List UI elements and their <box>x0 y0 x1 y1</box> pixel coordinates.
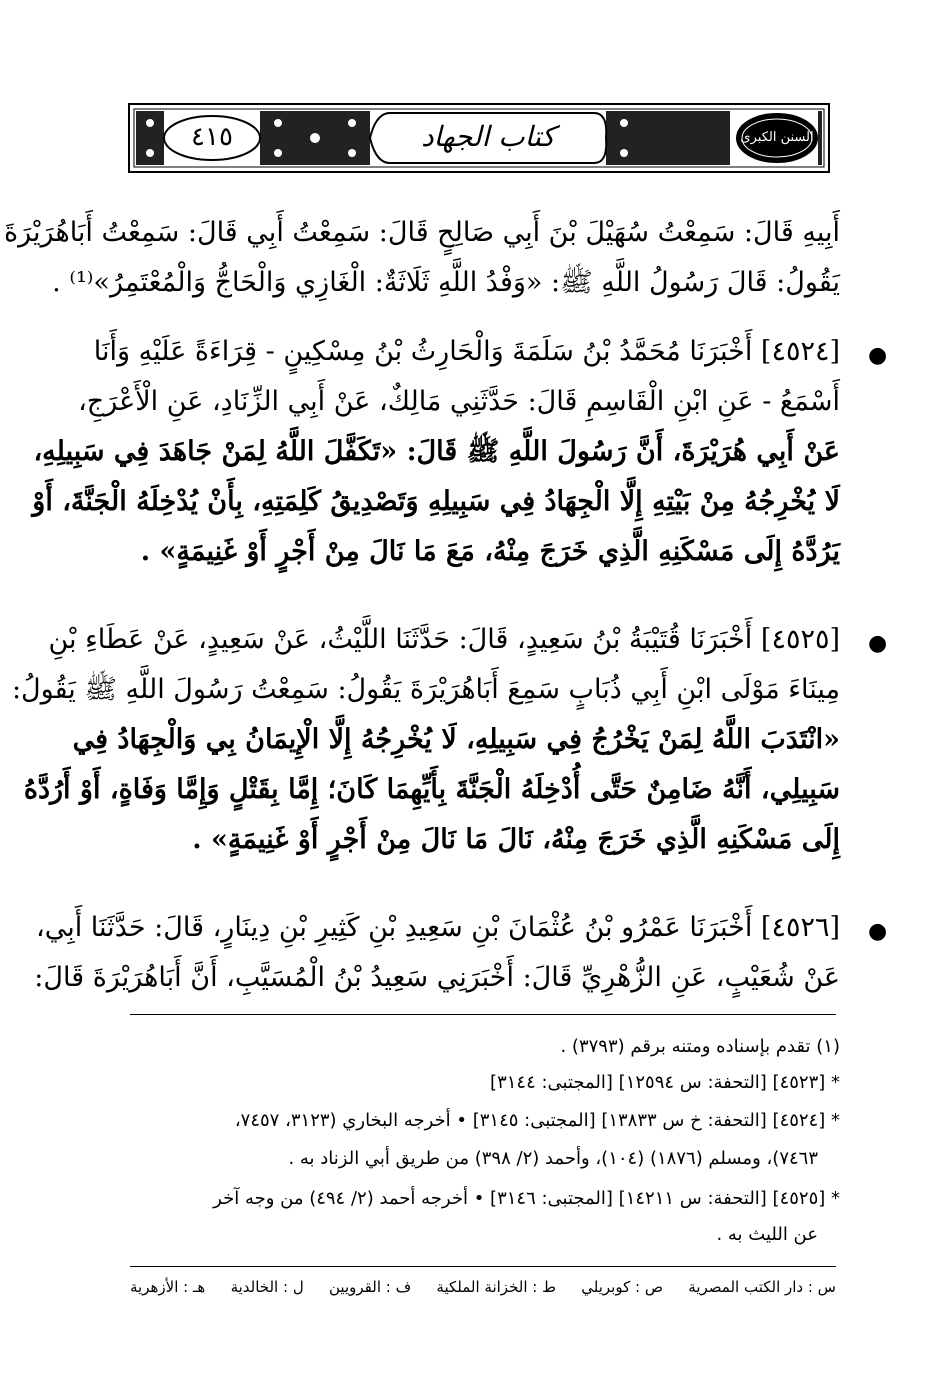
logo-text: السنن الكبرى <box>740 130 814 145</box>
bullet-icon: ● <box>868 919 888 944</box>
footnote: * [٤٥٢٥] [التحفة: س ١٤٢١١] [المجتبى: ٣١٤٦] • أخرجه أحمد (٢/ ٤٩٤) من وجه آخر <box>213 1188 840 1209</box>
manuscript-legend <box>130 1274 836 1300</box>
book-logo <box>738 115 816 161</box>
bullet-icon: ● <box>868 631 888 656</box>
text-line: لَا يُخْرِجُهُ مِنْ بَيْتِهِ إِلَّا الْجِهَادُ فِي سَبِيلِهِ وَتَصْدِيقُ كَلِمَتِهِ، بِأَنْ يُدْخِلَهُ الْجَنَّةَ، أَوْ <box>32 486 840 517</box>
hadith-4526 <box>34 903 840 1003</box>
footnote: * [٤٥٢٤] [التحفة: خ س ١٣٨٣٣] [المجتبى: ٣١٤٥] • أخرجه البخاري (٣١٢٣، ٧٤٥٧، <box>234 1110 840 1131</box>
page-number: ٤١٥ <box>191 122 233 152</box>
text-line: [٤٥٢٤] أَخْبَرَنَا مُحَمَّدُ بْنُ سَلَمَةَ وَالْحَارِثُ بْنُ مِسْكِينٍ - قِرَاءَةً عَلَيْهِ وَأَنَا <box>93 336 840 367</box>
legend-item: ل : الخالدية <box>230 1278 304 1296</box>
legend-item: ف : القرويين <box>329 1278 412 1296</box>
paragraph <box>4 208 840 308</box>
footnote: * [٤٥٢٣] [التحفة: س ١٢٥٩٤] [المجتبى: ٣١٤٤] <box>490 1072 840 1093</box>
legend-item: ط : الخزانة الملكية <box>436 1278 556 1296</box>
text-line: يَرُدَّهُ إِلَى مَسْكَنِهِ الَّذِي خَرَجَ مِنْهُ، مَعَ مَا نَالَ مِنْ أَجْرٍ أَوْ غَنِيمَةٍ» . <box>140 536 840 567</box>
footnote: ٧٤٦٣)، ومسلم (١٨٧٦) (١٠٤)، وأحمد (٢/ ٣٩٨) من طريق أبي الزناد به . <box>288 1148 818 1169</box>
legend-item: س : دار الكتب المصرية <box>688 1278 836 1296</box>
text-line: عَنْ شُعَيْبٍ، عَنِ الزُّهْرِيِّ قَالَ: أَخْبَرَنِي سَعِيدُ بْنُ الْمُسَيَّبِ، أَنَّ أَبَاهُرَيْرَةَ قَالَ: <box>34 962 840 993</box>
legend-item: ص : كوبريلي <box>581 1278 663 1296</box>
text-line: [٤٥٢٥] أَخْبَرَنَا قُتَيْبَةُ بْنُ سَعِيدٍ، قَالَ: حَدَّثَنَا اللَّيْثُ، عَنْ سَعِيدٍ، عَنْ عَطَاءِ بْنِ <box>48 624 840 655</box>
legend-item: هـ : الأزهرية <box>130 1278 206 1296</box>
footnote: (١) تقدم بإسناده ومتنه برقم (٣٧٩٣) . <box>560 1036 840 1057</box>
hadith-4525 <box>11 615 840 865</box>
text-line: عَنْ أَبِي هُرَيْرَةَ، أَنَّ رَسُولَ اللَّهِ ﷺ قَالَ: «تَكَفَّلَ اللَّهُ لِمَنْ جَاهَدَ فِي سَبِيلِهِ، <box>33 436 840 467</box>
text-line: يَقُولُ: قَالَ رَسُولُ اللَّهِ ﷺ: «وَفْدُ اللَّهِ ثَلَاثَةٌ: الْغَازِي وَالْحَاجُّ وَالْمُعْتَمِرُ»⁽¹⁾ . <box>52 267 840 298</box>
footnote: عن الليث به . <box>716 1224 818 1245</box>
page-header <box>128 103 830 173</box>
text-line: إِلَى مَسْكَنِهِ الَّذِي خَرَجَ مِنْهُ، نَالَ مَا نَالَ مِنْ أَجْرٍ أَوْ غَنِيمَةٍ» . <box>192 824 840 855</box>
bullet-icon: ● <box>868 343 888 368</box>
text-line: سَبِيلِي، أَنَّهُ ضَامِنٌ حَتَّى أُدْخِلَهُ الْجَنَّةَ بِأَيِّهِمَا كَانَ؛ إِمَّا بِقَتْلٍ وَإِمَّا وَفَاةٍ، أَوْ أَرُدَّهُ <box>23 774 840 805</box>
text-line: مِينَاءَ مَوْلَى ابْنِ أَبِي ذُبَابٍ سَمِعَ أَبَاهُرَيْرَةَ يَقُولُ: سَمِعْتُ رَسُولَ اللَّهِ ﷺ يَقُولُ: <box>11 674 840 705</box>
book-title: كتاب الجهاد <box>421 120 555 153</box>
text-line: «انْتَدَبَ اللَّهُ لِمَنْ يَخْرُجُ فِي سَبِيلِهِ، لَا يُخْرِجُهُ إِلَّا الْإِيمَانُ بِي وَالْجِهَادُ فِي <box>72 724 840 755</box>
footnote-separator <box>130 1014 836 1015</box>
text-line: أَبِيهِ قَالَ: سَمِعْتُ سُهَيْلَ بْنَ أَبِي صَالِحٍ قَالَ: سَمِعْتُ أَبِي قَالَ: سَمِعْتُ أَبَاهُرَيْرَةَ <box>4 217 840 248</box>
text-line: [٤٥٢٦] أَخْبَرَنَا عَمْرُو بْنُ عُثْمَانَ بْنِ سَعِيدِ بْنِ كَثِيرِ بْنِ دِينَارٍ، قَالَ: حَدَّثَنَا أَبِي، <box>35 912 840 943</box>
hadith-4524 <box>32 327 840 577</box>
legend-separator <box>130 1266 836 1267</box>
text-line: أَسْمَعُ - عَنِ ابْنِ الْقَاسِمِ قَالَ: حَدَّثَنِي مَالِكٌ، عَنْ أَبِي الزِّنَادِ، عَنِ الْأَعْرَجِ، <box>78 386 840 417</box>
